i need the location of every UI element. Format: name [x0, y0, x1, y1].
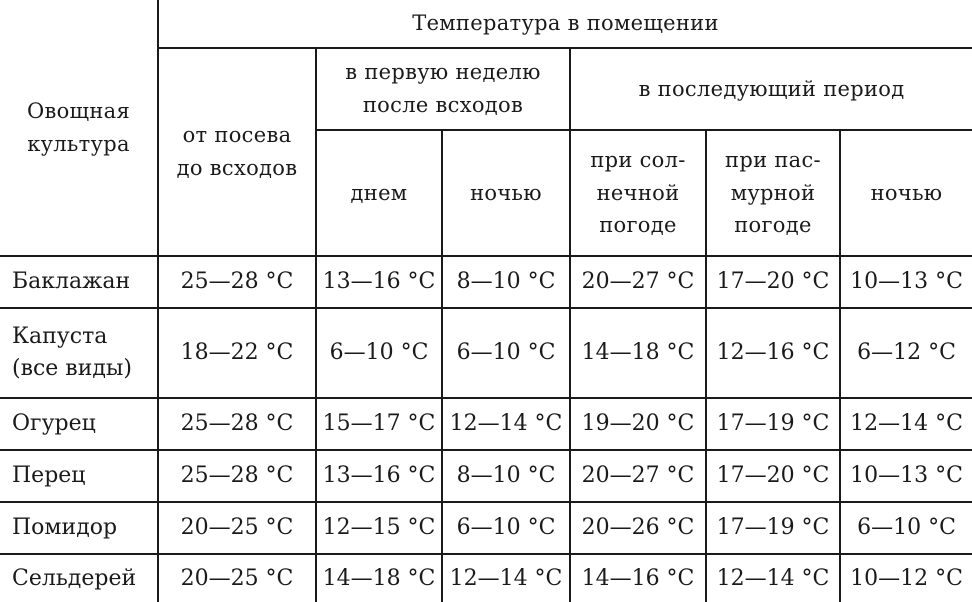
header-first-week — [316, 48, 570, 130]
sow-temp-cell: 20—25 °С — [158, 502, 316, 554]
night-temp-cell: 8—10 °С — [442, 256, 570, 308]
sunny-temp-cell: 20—26 °С — [570, 502, 706, 554]
table-row — [0, 554, 972, 602]
sow-temp-cell: 25—28 °С — [158, 450, 316, 502]
night-later-temp-cell: 10—13 °С — [840, 450, 972, 502]
crop-name: Сельдерей — [12, 565, 137, 591]
table-row — [0, 256, 972, 308]
sunny-temp-cell: 14—18 °С — [570, 308, 706, 398]
header-sow-line-1: от посева — [182, 123, 292, 148]
crop-name: Огурец — [12, 411, 96, 437]
crop-name: Перец — [12, 463, 86, 489]
day-temp-cell: 14—18 °С — [316, 554, 442, 602]
header-subsequent-period — [570, 48, 972, 130]
crop-name: Капуста — [12, 324, 108, 350]
crop-name: Баклажан — [12, 269, 131, 295]
header-sunny-line-2: нечной — [596, 180, 680, 205]
header-night-first-week — [442, 130, 570, 256]
table-row — [0, 398, 972, 450]
cloudy-temp-cell: 17—19 °С — [706, 502, 840, 554]
cloudy-temp-cell: 12—14 °С — [706, 554, 840, 602]
header-sow-to-emergence — [158, 48, 316, 256]
sow-temp-cell: 20—25 °С — [158, 554, 316, 602]
sow-temp-cell: 25—28 °С — [158, 398, 316, 450]
header-night-first-label: ночью — [470, 180, 542, 205]
crop-name: Помидор — [12, 515, 118, 541]
crop-cell — [0, 398, 158, 450]
crop-cell — [0, 308, 158, 398]
header-crop-line-2: культура — [27, 131, 130, 156]
header-cloudy-line-2: мурной — [730, 180, 816, 205]
day-temp-cell: 15—17 °С — [316, 398, 442, 450]
header-subsequent-label: в последующий период — [638, 76, 905, 101]
header-cloudy-weather — [706, 130, 840, 256]
table-row — [0, 450, 972, 502]
crop-cell — [0, 256, 158, 308]
sunny-temp-cell: 19—20 °С — [570, 398, 706, 450]
header-crop — [0, 0, 158, 256]
night-later-temp-cell: 12—14 °С — [840, 398, 972, 450]
cloudy-temp-cell: 17—19 °С — [706, 398, 840, 450]
header-cloudy-line-3: погоде — [734, 213, 812, 238]
header-sunny-line-1: при сол- — [590, 148, 686, 173]
night-temp-cell: 12—14 °С — [442, 554, 570, 602]
sunny-temp-cell: 14—16 °С — [570, 554, 706, 602]
night-temp-cell: 12—14 °С — [442, 398, 570, 450]
night-later-temp-cell: 6—12 °С — [840, 308, 972, 398]
sunny-temp-cell: 20—27 °С — [570, 450, 706, 502]
table-row — [0, 502, 972, 554]
header-night-later — [840, 130, 972, 256]
day-temp-cell: 12—15 °С — [316, 502, 442, 554]
header-first-week-line-2: после всходов — [362, 93, 524, 117]
night-temp-cell: 6—10 °С — [442, 502, 570, 554]
header-night-later-label: ночью — [870, 180, 943, 205]
day-temp-cell: 6—10 °С — [316, 308, 442, 398]
header-sow-line-2: до всходов — [176, 156, 298, 180]
night-temp-cell: 8—10 °С — [442, 450, 570, 502]
header-row-1 — [0, 0, 972, 48]
crop-cell — [0, 450, 158, 502]
night-later-temp-cell: 6—10 °С — [840, 502, 972, 554]
cloudy-temp-cell: 17—20 °С — [706, 450, 840, 502]
cloudy-temp-cell: 17—20 °С — [706, 256, 840, 308]
day-temp-cell: 13—16 °С — [316, 450, 442, 502]
header-day — [316, 130, 442, 256]
day-temp-cell: 13—16 °С — [316, 256, 442, 308]
sow-temp-cell: 18—22 °С — [158, 308, 316, 398]
header-sunny-line-3: погоде — [599, 213, 677, 238]
crop-cell — [0, 502, 158, 554]
crop-cell — [0, 554, 158, 602]
sunny-temp-cell: 20—27 °С — [570, 256, 706, 308]
header-cloudy-line-1: при пас- — [725, 148, 821, 173]
table-row — [0, 308, 972, 398]
header-room-temperature-label: Температура в помещении — [412, 11, 719, 36]
night-later-temp-cell: 10—13 °С — [840, 256, 972, 308]
crop-name-note: (все виды) — [12, 356, 132, 381]
night-later-temp-cell: 10—12 °С — [840, 554, 972, 602]
night-temp-cell: 6—10 °С — [442, 308, 570, 398]
sow-temp-cell: 25—28 °С — [158, 256, 316, 308]
cloudy-temp-cell: 12—16 °С — [706, 308, 840, 398]
header-sunny-weather — [570, 130, 706, 256]
header-crop-line-1: Овощная — [26, 98, 131, 123]
header-day-label: днем — [350, 180, 408, 205]
header-room-temperature — [158, 0, 972, 48]
header-first-week-line-1: в первую неделю — [345, 60, 541, 85]
